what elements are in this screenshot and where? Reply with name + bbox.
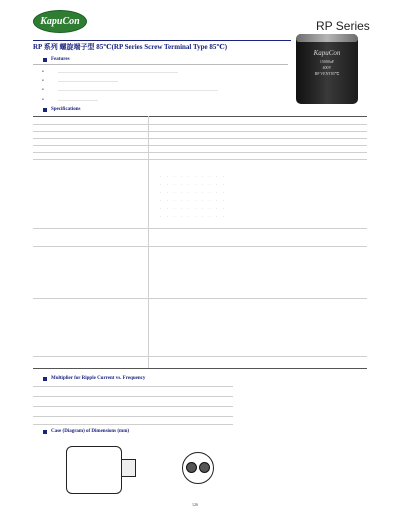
spec-table-row-border <box>33 228 367 229</box>
section-marker-icon <box>43 430 47 434</box>
series-title: RP Series <box>316 19 370 33</box>
specifications-heading: Specifications <box>51 107 81 112</box>
capacitor-side-diagram <box>66 446 122 494</box>
capacitor-brand: KapuCon <box>313 49 341 57</box>
ripple-table-row-border <box>33 416 233 417</box>
terminal-diagram <box>199 462 210 473</box>
feature-bullet: ● <box>42 78 44 82</box>
spec-table-row-border <box>33 124 367 125</box>
ripple-table-row-border <box>33 424 233 425</box>
ripple-table-row-border <box>33 386 233 387</box>
spec-table-row-border <box>33 152 367 153</box>
spec-table-column-border <box>148 116 149 368</box>
spec-value-row: ·········· <box>160 175 230 179</box>
spec-value-row: ·········· <box>160 207 230 211</box>
capacitor-voltage: 400V <box>322 65 332 70</box>
feature-bullet: ● <box>42 97 44 101</box>
spec-value-row: ·········· <box>160 199 230 203</box>
spec-table-bottom-border <box>33 368 367 369</box>
document-title: RP 系列 螺旋端子型 85℃(RP Series Screw Terminal Type 85℃) <box>33 43 228 51</box>
feature-text-line <box>58 81 118 82</box>
spec-table-row-border <box>33 356 367 357</box>
spec-table-row-border <box>33 298 367 299</box>
outline-heading: Case (Diagram) of Dimensions (mm) <box>51 429 130 434</box>
ripple-table-row-border <box>33 406 233 407</box>
feature-text-line <box>58 90 218 91</box>
spec-table-row-border <box>33 138 367 139</box>
terminal-diagram <box>186 462 197 473</box>
feature-bullet: ● <box>42 69 44 73</box>
spec-value-row: ·········· <box>160 183 230 187</box>
header-divider <box>33 40 291 41</box>
screw-terminal-diagram <box>121 459 136 477</box>
spec-table-row-border <box>33 145 367 146</box>
section-marker-icon <box>43 58 47 62</box>
features-heading: Features <box>51 57 70 62</box>
feature-text-line <box>58 100 98 101</box>
kapucon-logo: KapuCon <box>33 10 87 33</box>
section-marker-icon <box>43 108 47 112</box>
page-number: 126 <box>192 502 198 507</box>
spec-value-row: ·········· <box>160 191 230 195</box>
capacitor-top <box>296 34 358 42</box>
spec-table-row-border <box>33 246 367 247</box>
capacitor-code: RP VENT85℃ <box>314 71 340 76</box>
ripple-heading: Multiplier for Ripple Current vs. Frequency <box>51 376 146 381</box>
spec-value-row: ·········· <box>160 215 230 219</box>
feature-bullet: ● <box>42 87 44 91</box>
ripple-table-row-border <box>33 396 233 397</box>
spec-table-row-border <box>33 159 367 160</box>
features-divider <box>33 64 288 65</box>
capacitor-capacitance: 15000uF <box>319 59 335 64</box>
spec-table-row-border <box>33 131 367 132</box>
spec-table-top-border <box>33 116 367 117</box>
section-marker-icon <box>43 377 47 381</box>
feature-text-line <box>58 72 178 73</box>
